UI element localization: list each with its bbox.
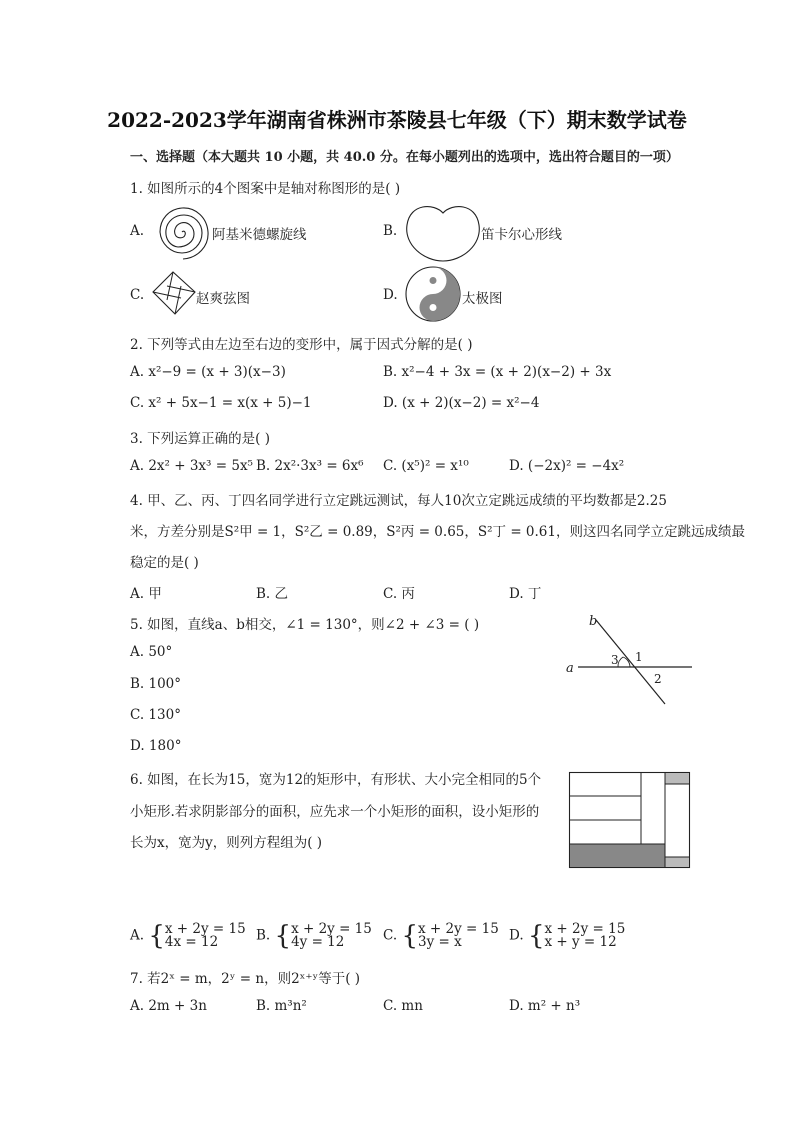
q7-stem: 7. 若2ˣ = m，2ʸ = n，则2ˣ⁺ʸ等于( ): [130, 971, 361, 987]
q7-option-c: C. mn: [383, 998, 423, 1014]
q5-option-b: B. 100°: [130, 676, 182, 692]
fig-label-1: 1: [635, 650, 643, 664]
archimedes-spiral-figure: [152, 203, 212, 261]
q4-option-a: A. 甲: [130, 586, 162, 602]
q6-line-2: 小矩形.若求阴影部分的面积，应先求一个小矩形的面积，设小矩形的: [130, 804, 540, 820]
q2-option-a: A. x²−9 = (x + 3)(x−3): [130, 364, 286, 380]
q2-option-b: B. x²−4 + 3x = (x + 2)(x−2) + 3x: [383, 364, 612, 380]
q7-option-d: D. m² + n³: [509, 998, 581, 1014]
q1-option-d-caption: 太极图: [462, 291, 503, 307]
q4-option-c: C. 丙: [383, 586, 415, 602]
taiji-figure: [404, 265, 462, 323]
q6-line-3: 长为x，宽为y，则列方程组为( ): [130, 835, 323, 851]
q1-option-c-caption: 赵爽弦图: [196, 291, 250, 307]
fig-label-2: 2: [654, 672, 662, 686]
q3-option-c: C. (x⁵)² = x¹⁰: [383, 458, 469, 474]
q6-option-c: C. {x + 2y = 15 3y = x: [383, 921, 499, 951]
q3-option-b: B. 2x²·3x³ = 6x⁶: [256, 458, 364, 474]
q7-option-a: A. 2m + 3n: [130, 998, 207, 1014]
q5-option-d: D. 180°: [130, 738, 182, 754]
q1-option-a-label: A.: [130, 223, 145, 239]
q4-line-3: 稳定的是( ): [130, 555, 199, 571]
q5-option-c: C. 130°: [130, 707, 181, 723]
q7-option-b: B. m³n²: [256, 998, 307, 1014]
page-title: 2022-2023学年湖南省株洲市茶陵县七年级（下）期末数学试卷: [107, 108, 687, 132]
q1-option-b-caption: 笛卡尔心形线: [481, 227, 562, 243]
q1-option-c-label: C.: [130, 287, 145, 303]
intersecting-lines-figure: [560, 608, 695, 708]
q5-option-a: A. 50°: [130, 644, 173, 660]
zhao-shuang-figure: [151, 270, 197, 316]
cardioid-figure: [404, 203, 482, 263]
fig-label-b: b: [589, 614, 598, 629]
q4-option-d: D. 丁: [509, 586, 542, 602]
fig-label-a: a: [566, 661, 574, 676]
q6-line-1: 6. 如图，在长为15，宽为12的矩形中，有形状、大小完全相同的5个: [130, 772, 542, 788]
q2-stem: 2. 下列等式由左边至右边的变形中，属于因式分解的是( ): [130, 337, 473, 353]
q6-option-a: A. {x + 2y = 15 4x = 12: [130, 921, 246, 951]
section-heading: 一、选择题（本大题共 10 小题，共 40.0 分。在每小题列出的选项中，选出符合题目的一项）: [130, 150, 679, 165]
rectangle-figure: [569, 772, 691, 868]
q3-stem: 3. 下列运算正确的是( ): [130, 431, 270, 447]
q6-option-b: B. {x + 2y = 15 4y = 12: [256, 921, 372, 951]
q6-option-d: D. {x + 2y = 15 x + y = 12: [509, 921, 626, 951]
q3-option-a: A. 2x² + 3x³ = 5x⁵: [130, 458, 253, 474]
q2-option-c: C. x² + 5x−1 = x(x + 5)−1: [130, 395, 312, 411]
fig-label-3: 3: [611, 653, 619, 667]
q1-option-d-label: D.: [383, 287, 398, 303]
q4-option-b: B. 乙: [256, 586, 289, 602]
q4-line-1: 4. 甲、乙、丙、丁四名同学进行立定跳远测试，每人10次立定跳远成绩的平均数都是2.25: [130, 493, 667, 509]
q1-option-a-caption: 阿基米德螺旋线: [212, 227, 307, 243]
q1-stem: 1. 如图所示的4个图案中是轴对称图形的是( ): [130, 181, 401, 197]
q1-option-b-label: B.: [383, 223, 398, 239]
q3-option-d: D. (−2x)² = −4x²: [509, 458, 625, 474]
q5-stem: 5. 如图，直线a、b相交，∠1 = 130°，则∠2 + ∠3 = ( ): [130, 617, 480, 633]
q2-option-d: D. (x + 2)(x−2) = x²−4: [383, 395, 540, 411]
q4-line-2: 米，方差分别是S²甲 = 1，S²乙 = 0.89，S²丙 = 0.65，S²丁 = 0.61，则这四名同学立定跳远成绩最: [130, 524, 745, 540]
